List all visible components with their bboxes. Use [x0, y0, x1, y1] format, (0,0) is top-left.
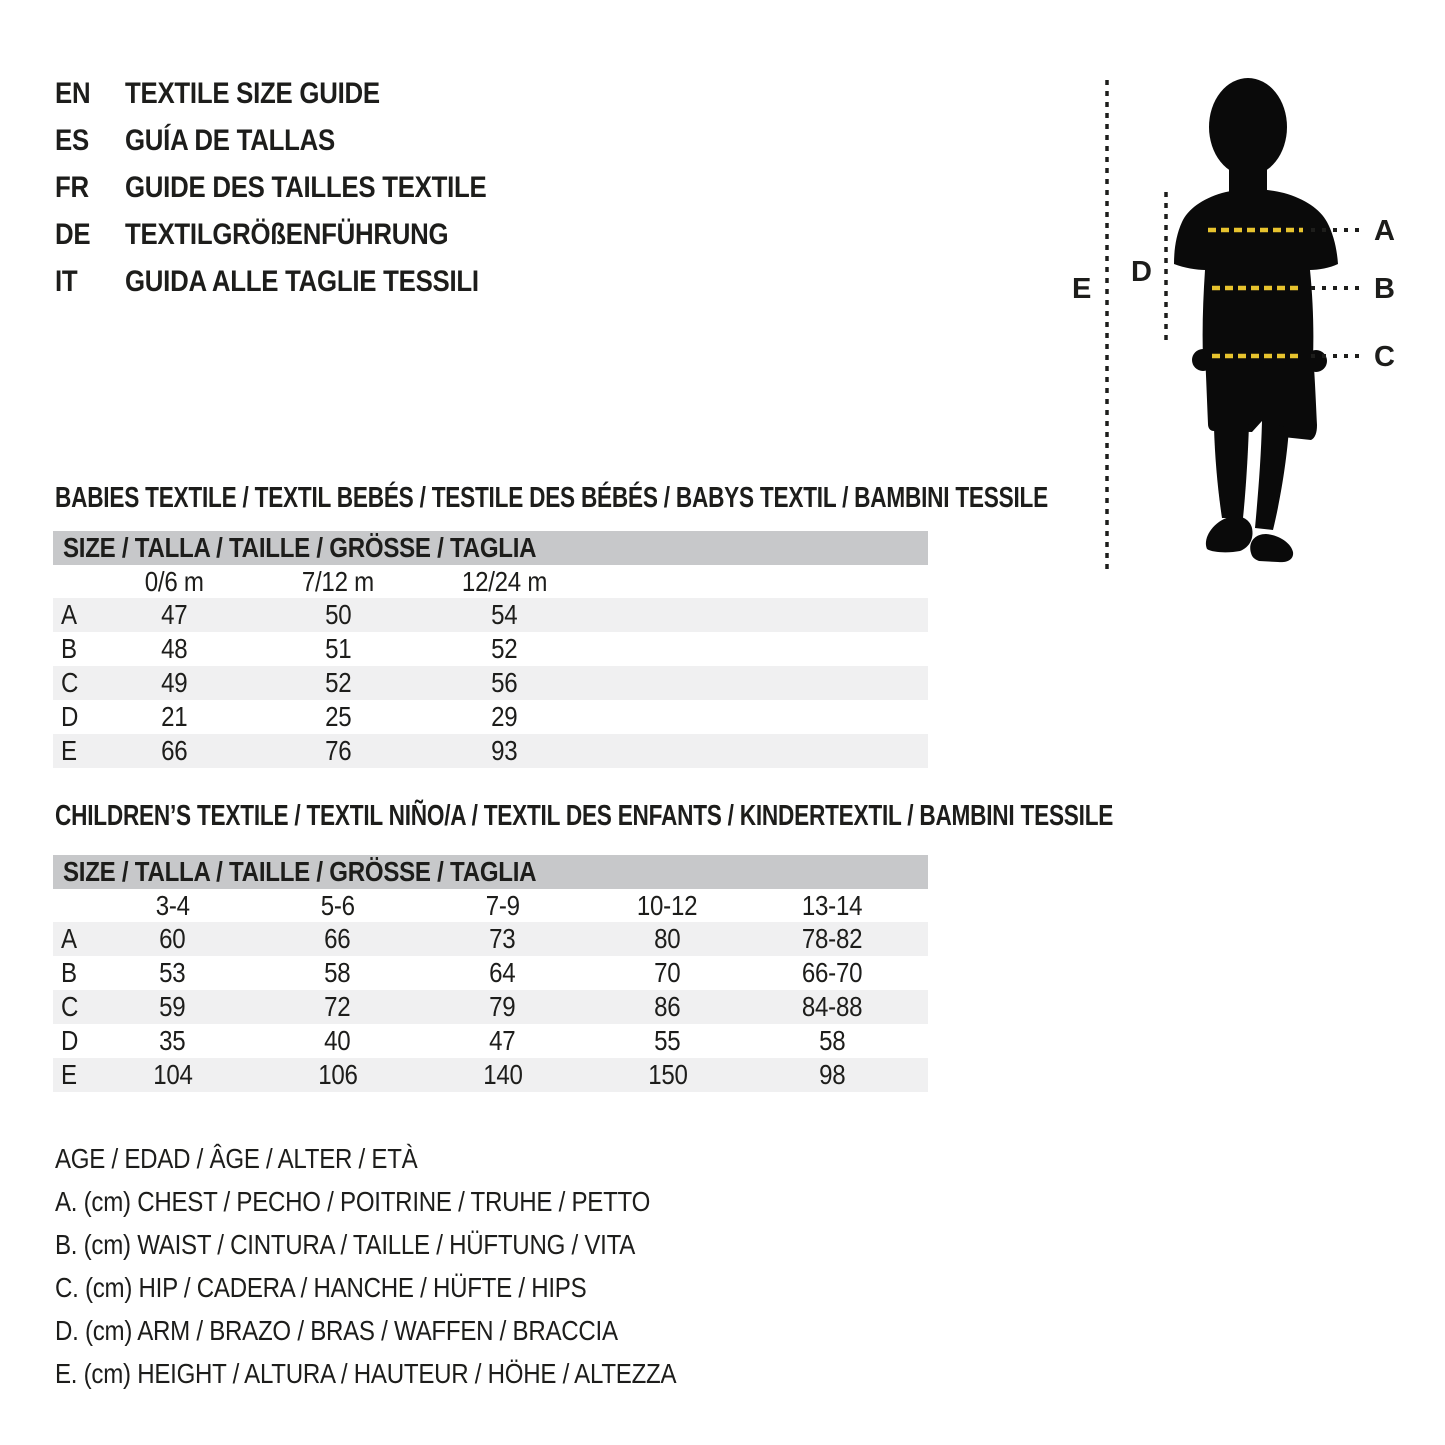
table-cell: 52	[324, 667, 352, 698]
row-label: C	[61, 667, 79, 698]
table-cell: 98	[819, 1059, 846, 1090]
silhouette-shirt	[1174, 189, 1338, 358]
table-row	[53, 632, 928, 666]
lang-code: ES	[55, 124, 89, 157]
babies-section-title: BABIES TEXTILE / TEXTIL BEBÉS / TESTILE DES BÉBÉS / BABYS TEXTIL / BAMBINI TESSILE	[55, 482, 1048, 514]
legend-arm-line: D. (cm) ARM / BRAZO / BRAS / WAFFEN / BRACCIA	[55, 1315, 618, 1346]
column-header: 7-9	[485, 889, 520, 921]
table-cell: 66	[324, 923, 351, 954]
measurement-diagram	[1040, 55, 1440, 600]
row-label: E	[61, 1059, 77, 1090]
children-size-header-bar: SIZE / TALLA / TAILLE / GRÖSSE / TAGLIA	[53, 855, 928, 889]
table-cell: 70	[654, 957, 681, 988]
table-row	[53, 922, 928, 956]
table-row	[53, 990, 928, 1024]
lang-line-en	[55, 70, 545, 117]
legend-waist-line: B. (cm) WAIST / CINTURA / TAILLE / HÜFTUNG / VITA	[55, 1229, 636, 1260]
table-cell: 21	[160, 701, 188, 732]
children-size-table	[53, 855, 928, 1092]
table-row	[53, 734, 928, 768]
table-cell: 78-82	[802, 923, 863, 954]
table-cell: 53	[159, 957, 186, 988]
table-cell: 80	[654, 923, 681, 954]
lang-title: TEXTILGRÖßENFÜHRUNG	[125, 218, 449, 251]
silhouette-left-shoe	[1206, 516, 1253, 552]
table-cell: 52	[491, 633, 518, 664]
lang-code: EN	[55, 77, 91, 110]
lang-line-it	[55, 258, 545, 305]
row-label: B	[61, 957, 77, 988]
table-cell: 49	[160, 667, 188, 698]
children-column-header-row	[53, 889, 928, 922]
lang-line-de	[55, 211, 545, 258]
row-label: A	[61, 599, 77, 630]
table-cell: 66	[160, 735, 188, 766]
legend-chest-line: A. (cm) CHEST / PECHO / POITRINE / TRUHE / PETTO	[55, 1186, 651, 1217]
column-header: 0/6 m	[144, 565, 204, 597]
table-cell: 56	[491, 667, 518, 698]
lang-title: GUÍA DE TALLAS	[125, 124, 335, 157]
table-cell: 55	[654, 1025, 681, 1056]
lang-title: GUIDA ALLE TAGLIE TESSILI	[125, 265, 479, 298]
table-cell: 40	[324, 1025, 351, 1056]
table-cell: 47	[489, 1025, 516, 1056]
silhouette-shorts	[1205, 352, 1317, 440]
table-cell: 64	[489, 957, 516, 988]
legend-hip-line: C. (cm) HIP / CADERA / HANCHE / HÜFTE / HIPS	[55, 1272, 587, 1303]
legend-height-line: E. (cm) HEIGHT / ALTURA / HAUTEUR / HÖHE / ALTEZZA	[55, 1358, 677, 1389]
table-cell: 79	[489, 991, 516, 1022]
table-row	[53, 700, 928, 734]
table-cell: 76	[324, 735, 352, 766]
row-label: A	[61, 923, 77, 954]
table-cell: 150	[647, 1059, 688, 1090]
row-label: D	[61, 701, 79, 732]
table-row	[53, 956, 928, 990]
lang-title: GUIDE DES TAILLES TEXTILE	[125, 171, 487, 204]
lang-code: FR	[55, 171, 89, 204]
table-cell: 58	[819, 1025, 846, 1056]
table-cell: 29	[491, 701, 518, 732]
table-row	[53, 1058, 928, 1092]
table-cell: 51	[324, 633, 352, 664]
row-label: D	[61, 1025, 79, 1056]
children-section-title: CHILDREN’S TEXTILE / TEXTIL NIÑO/A / TEXTIL DES ENFANTS / KINDERTEXTIL / BAMBINI TESSILE	[55, 800, 1114, 832]
row-label: C	[61, 991, 79, 1022]
table-row	[53, 1024, 928, 1058]
table-cell: 86	[654, 991, 681, 1022]
lang-code: IT	[55, 265, 78, 298]
diagram-label-c: C	[1374, 341, 1395, 373]
table-cell: 58	[324, 957, 351, 988]
table-row	[53, 666, 928, 700]
diagram-label-d: D	[1131, 256, 1152, 288]
language-title-block	[55, 70, 545, 305]
column-header: 13-14	[802, 889, 863, 921]
column-header: 12/24 m	[461, 565, 548, 597]
diagram-label-e: E	[1072, 273, 1092, 305]
column-header: 10-12	[637, 889, 698, 921]
babies-size-header-bar: SIZE / TALLA / TAILLE / GRÖSSE / TAGLIA	[53, 531, 928, 565]
lang-code: DE	[55, 218, 91, 251]
table-cell: 50	[324, 599, 352, 630]
table-cell: 93	[491, 735, 518, 766]
legend-age-line: AGE / EDAD / ÂGE / ALTER / ETÀ	[55, 1143, 418, 1174]
row-label: B	[61, 633, 77, 664]
row-label: E	[61, 735, 77, 766]
babies-column-header-row	[53, 565, 928, 598]
silhouette-right-shoe	[1250, 534, 1293, 562]
table-cell: 73	[489, 923, 516, 954]
babies-size-table	[53, 531, 928, 768]
table-cell: 140	[482, 1059, 523, 1090]
diagram-label-a: A	[1374, 215, 1395, 247]
lang-title: TEXTILE SIZE GUIDE	[125, 77, 380, 110]
column-header: 7/12 m	[301, 565, 375, 597]
lang-line-es	[55, 117, 545, 164]
table-cell: 104	[152, 1059, 193, 1090]
table-cell: 84-88	[802, 991, 863, 1022]
table-cell: 48	[160, 633, 188, 664]
column-header: 5-6	[320, 889, 355, 921]
table-cell: 66-70	[802, 957, 863, 988]
measurement-legend	[55, 1137, 777, 1395]
diagram-label-b: B	[1374, 273, 1395, 305]
table-cell: 54	[491, 599, 518, 630]
lang-line-fr	[55, 164, 545, 211]
column-header: 3-4	[155, 889, 190, 921]
table-cell: 60	[159, 923, 186, 954]
table-row	[53, 598, 928, 632]
table-cell: 47	[160, 599, 188, 630]
table-cell: 59	[159, 991, 186, 1022]
table-cell: 35	[159, 1025, 186, 1056]
table-cell: 106	[317, 1059, 358, 1090]
table-cell: 25	[324, 701, 352, 732]
table-cell: 72	[324, 991, 351, 1022]
